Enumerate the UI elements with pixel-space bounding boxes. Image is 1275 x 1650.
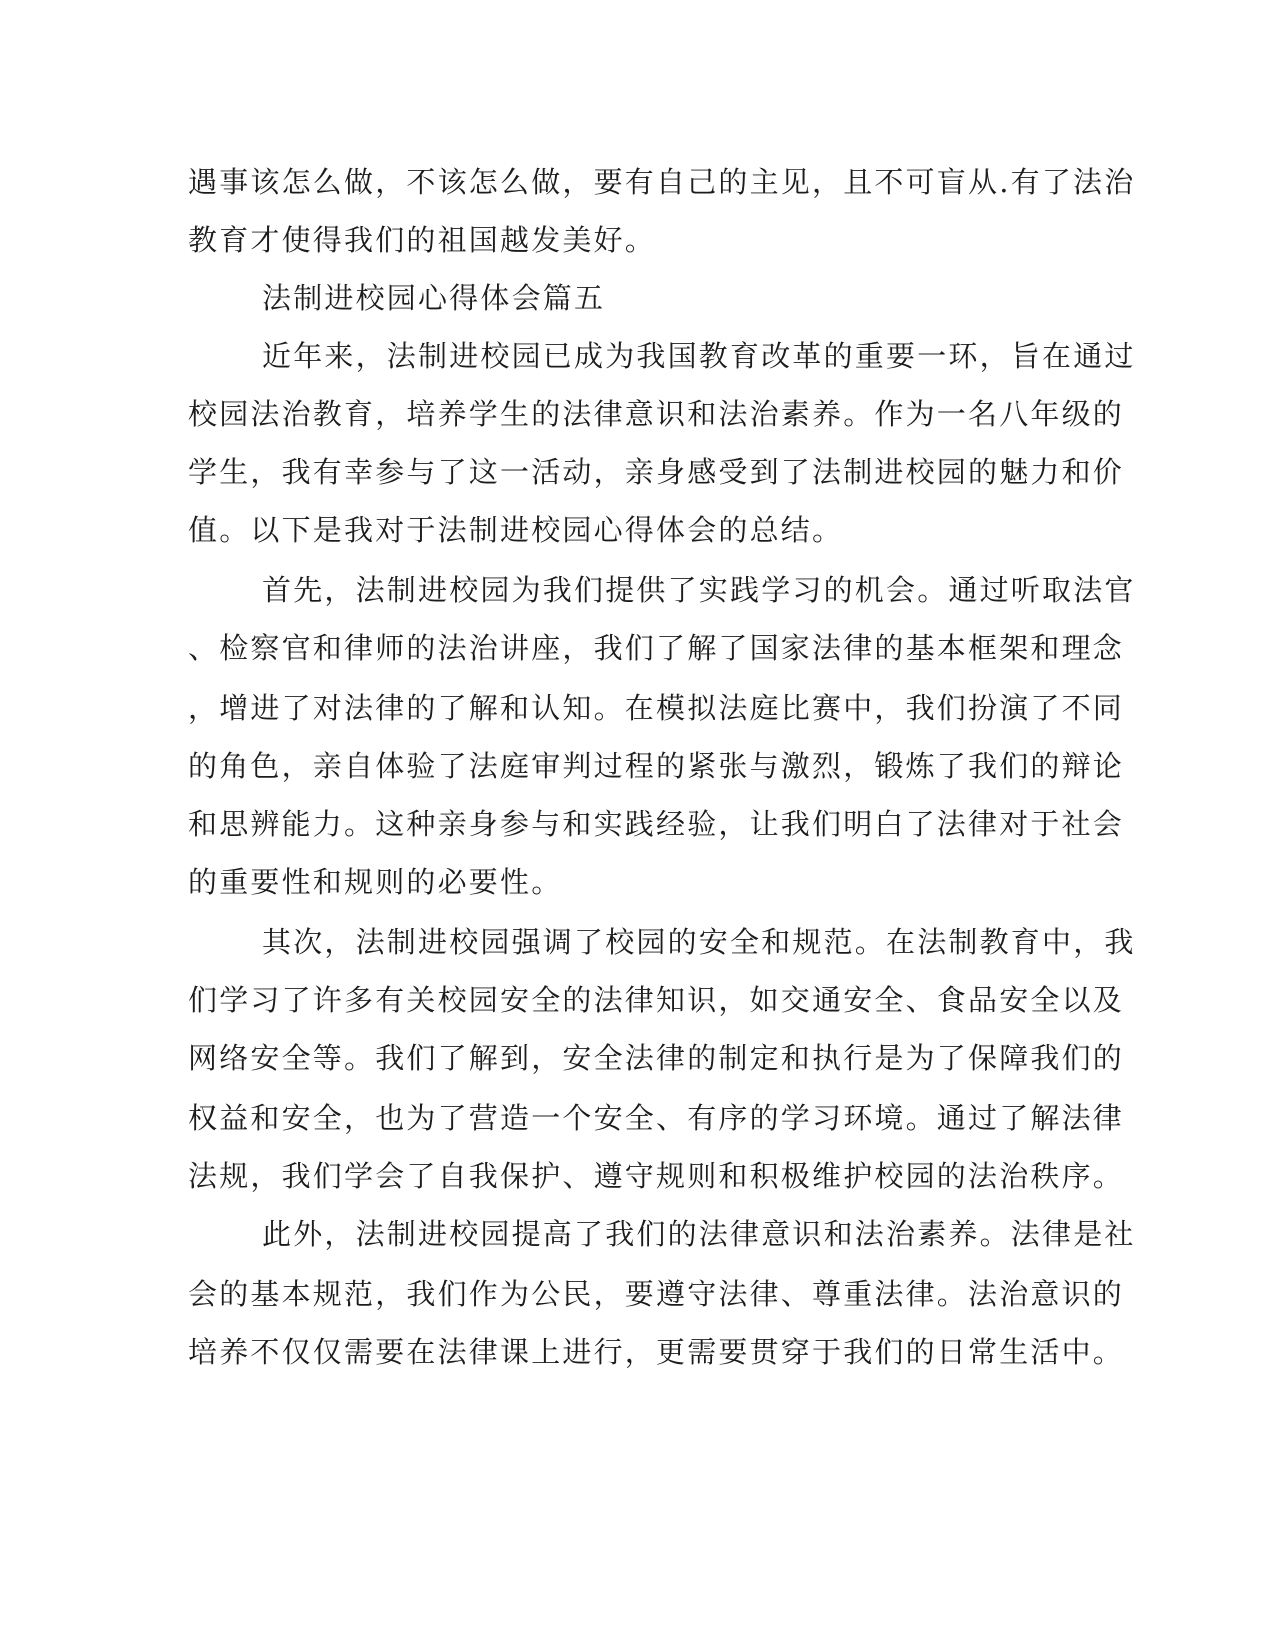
text-line-20: 会的基本规范，我们作为公民，要遵守法律、尊重法律。法治意识的 xyxy=(188,1277,1125,1311)
text-line-11: 的角色，亲自体验了法庭审判过程的紧张与激烈，锻炼了我们的辩论 xyxy=(188,749,1125,783)
text-line-5: 校园法治教育，培养学生的法律意识和法治素养。作为一名八年级的 xyxy=(188,397,1125,431)
text-line-15: 们学习了许多有关校园安全的法律知识，如交通安全、食品安全以及 xyxy=(188,983,1125,1017)
text-line-21: 培养不仅仅需要在法律课上进行，更需要贯穿于我们的日常生活中。 xyxy=(188,1335,1125,1369)
text-line-12: 和思辨能力。这种亲身参与和实践经验，让我们明白了法律对于社会 xyxy=(188,807,1125,841)
text-line-16: 网络安全等。我们了解到，安全法律的制定和执行是为了保障我们的 xyxy=(188,1041,1125,1075)
section-heading: 法制进校园心得体会篇五 xyxy=(262,281,606,315)
text-line-14: 其次，法制进校园强调了校园的安全和规范。在法制教育中，我 xyxy=(262,925,1136,959)
text-line-7: 值。以下是我对于法制进校园心得体会的总结。 xyxy=(188,513,844,547)
text-line-19: 此外，法制进校园提高了我们的法律意识和法治素养。法律是社 xyxy=(262,1217,1136,1251)
text-line-10: ，增进了对法律的了解和认知。在模拟法庭比赛中，我们扮演了不同 xyxy=(188,691,1125,725)
text-line-1: 遇事该怎么做，不该怎么做，要有自己的主见，且不可盲从.有了法治 xyxy=(188,165,1136,199)
text-line-18: 法规，我们学会了自我保护、遵守规则和积极维护校园的法治秩序。 xyxy=(188,1159,1125,1193)
text-line-6: 学生，我有幸参与了这一活动，亲身感受到了法制进校园的魅力和价 xyxy=(188,455,1125,489)
text-line-4: 近年来，法制进校园已成为我国教育改革的重要一环，旨在通过 xyxy=(262,339,1136,373)
text-line-2: 教育才使得我们的祖国越发美好。 xyxy=(188,223,657,257)
text-line-13: 的重要性和规则的必要性。 xyxy=(188,865,563,899)
text-line-8: 首先，法制进校园为我们提供了实践学习的机会。通过听取法官 xyxy=(262,573,1136,607)
text-line-17: 权益和安全，也为了营造一个安全、有序的学习环境。通过了解法律 xyxy=(188,1101,1125,1135)
text-line-9: 、检察官和律师的法治讲座，我们了解了国家法律的基本框架和理念 xyxy=(188,631,1125,665)
